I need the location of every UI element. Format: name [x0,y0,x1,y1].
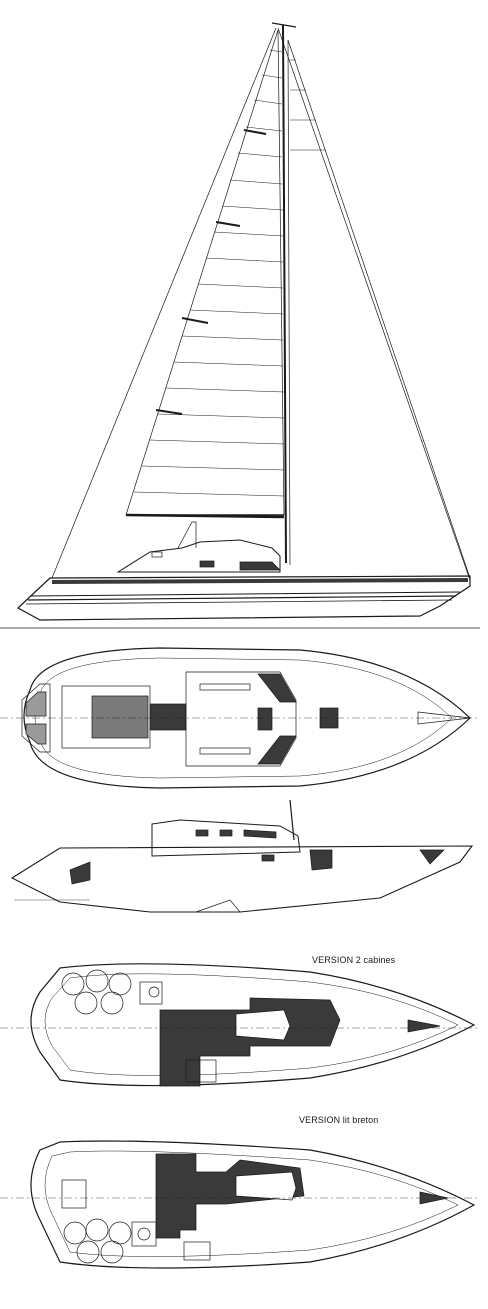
cockpit-circles [62,970,131,1014]
forestay [278,28,470,580]
version-lit-breton-label: VERSION lit breton [299,1115,379,1125]
cabin-window [200,748,250,754]
cockpit-circles [64,1219,131,1263]
head-unit [132,1222,156,1246]
deck-plan [0,648,478,788]
interior-layout-lit-breton [0,1141,480,1268]
hull-frames [70,850,444,884]
version-2-cabins-label: VERSION 2 cabines [312,955,396,965]
hull-profile [0,576,480,628]
portlights [196,830,276,861]
quarter-berth [62,1180,86,1208]
cockpit-grating [62,686,150,748]
sail-plan-profile [0,23,480,628]
backstay [52,28,276,578]
forepeak-anchor-well [408,1020,440,1032]
companionway-hatch [150,704,186,730]
saloon-floor [160,998,340,1086]
interior-layout-2-cabins [0,964,480,1086]
genoa [288,40,470,578]
saloon-table [236,1172,296,1200]
galley-stove [184,1242,210,1260]
keel [196,900,240,912]
head-toilet [138,1228,150,1240]
mainsail [126,30,284,515]
cabin-window [200,684,250,690]
saloon-table [236,1010,290,1040]
head-toilet [149,987,159,997]
deck-dark-panels [258,674,338,764]
coachroof [118,540,280,572]
hull-section-profile [12,800,472,912]
mast-stub [290,800,294,840]
